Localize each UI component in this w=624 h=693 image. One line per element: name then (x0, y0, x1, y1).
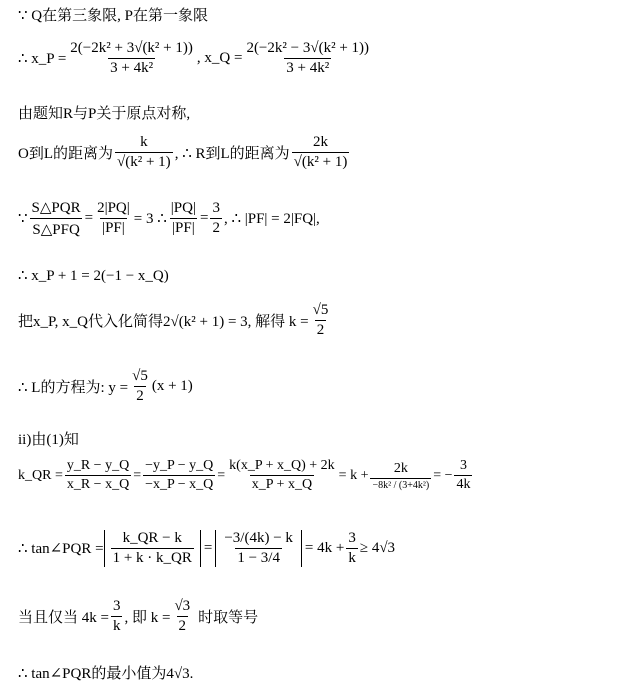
fraction-kQR-3 (227, 458, 337, 493)
absolute-value-2 (215, 530, 302, 567)
line-13 (18, 662, 193, 683)
fraction-area-ratio-denominator: S△PFQ (30, 218, 81, 239)
line-2 (18, 40, 373, 77)
fraction-distance-R-numerator: 2k (313, 134, 328, 150)
fraction-distance-O-denominator: √(k² + 1) (117, 154, 171, 170)
fraction-kQR-4-numerator: 2k (393, 460, 408, 476)
fraction-equality-1 (111, 598, 123, 635)
line-5 (18, 198, 320, 239)
absolute-value-1 (104, 530, 201, 567)
fraction-kQR-1-denominator: x_R − x_Q (66, 477, 130, 492)
fraction-PQ-PF-numerator: |PQ| (170, 200, 196, 216)
line-7-a: 把x_P, x_Q代入化简得2√(k² + 1) = 3, 解得 k = (18, 314, 309, 330)
line-10-c: = (217, 467, 226, 483)
fraction-kQR-4 (370, 461, 431, 491)
fraction-tan-3 (346, 530, 358, 567)
fraction-distance-R (292, 134, 350, 171)
fraction-tan-2 (222, 530, 295, 567)
fraction-three-halves-numerator: 3 (212, 200, 220, 216)
fraction-area-ratio (30, 198, 83, 239)
fraction-kQR-5-denominator: 4k (456, 477, 471, 492)
fraction-tan-2-numerator: −3/(4k) − k (224, 530, 293, 546)
fraction-kQR-5-numerator: 3 (459, 458, 467, 473)
fraction-tan-1-denominator: 1 + k · k_QR (112, 550, 192, 566)
line-10-a: k_QR = (18, 467, 63, 483)
line-5-b: = (84, 210, 94, 226)
fraction-tan-1-numerator: k_QR − k (122, 530, 182, 546)
fraction-2PQ-PF (95, 200, 132, 237)
fraction-k-value-numerator: √5 (312, 302, 329, 318)
line-10-d: = k + (338, 467, 369, 483)
line-12-b: , 即 k = (124, 610, 171, 626)
fraction-k-value (311, 302, 331, 339)
line-4-a: O到L的距离为 (18, 146, 113, 162)
line-12-a: 当且仅当 4k = (18, 610, 109, 626)
fraction-distance-O-numerator: k (140, 134, 148, 150)
line-6-text: ∴ x_P + 1 = 2(−1 − x_Q) (18, 268, 169, 284)
line-11 (18, 530, 395, 567)
line-8-a: ∴ L的方程为: y = (18, 380, 129, 396)
fraction-PQ-PF-denominator: |PF| (172, 220, 195, 236)
line-5-e: , ∴ |PF| = 2|FQ|, (223, 211, 320, 227)
fraction-three-halves (210, 200, 222, 237)
fraction-k-value-denominator: 2 (316, 322, 325, 338)
fraction-kQR-1-numerator: y_R − y_Q (66, 458, 130, 473)
fraction-slope-denominator: 2 (136, 388, 144, 404)
line-4 (18, 134, 351, 171)
fraction-kQR-3-denominator: x_P + x_Q (251, 477, 313, 492)
fraction-xP-numerator: 2(−2k² + 3√(k² + 1)) (70, 40, 193, 56)
line-11-d: ≥ 4√3 (359, 540, 396, 556)
fraction-kQR-2-numerator: −y_P − y_Q (145, 458, 214, 473)
line-10-b: = (133, 467, 142, 483)
fraction-tan-3-numerator: 3 (348, 530, 356, 546)
fraction-three-halves-denominator: 2 (212, 220, 220, 236)
line-12-c: 时取等号 (198, 610, 259, 626)
fraction-kQR-3-numerator: k(x_P + x_Q) + 2k (229, 458, 335, 473)
line-11-a: ∴ tan∠PQR = (18, 541, 104, 557)
fraction-distance-R-denominator: √(k² + 1) (293, 154, 348, 170)
fraction-kQR-1 (65, 458, 131, 493)
fraction-distance-O (115, 134, 173, 171)
fraction-tan-2-denominator: 1 − 3/4 (237, 550, 280, 566)
fraction-slope-numerator: √5 (132, 368, 148, 384)
fraction-kQR-4-denominator: −8k² / (3+4k²) (372, 479, 430, 491)
line-11-b: = (203, 540, 213, 556)
fraction-kQR-5 (454, 458, 472, 493)
line-8 (18, 368, 193, 405)
line-7 (18, 302, 332, 339)
line-9-text: ii)由(1)知 (18, 432, 79, 448)
line-9 (18, 428, 79, 449)
fraction-equality-1-numerator: 3 (112, 598, 121, 614)
fraction-xP-denominator: 3 + 4k² (110, 60, 154, 76)
line-4-b: , ∴ R到L的距离为 (174, 146, 290, 162)
fraction-xQ (244, 40, 371, 77)
fraction-slope (130, 368, 150, 405)
fraction-equality-2 (172, 598, 192, 635)
line-2-prefix: ∴ x_P = (18, 51, 67, 67)
fraction-area-ratio-numerator: S△PQR (31, 200, 81, 216)
line-13-text: ∴ tan∠PQR的最小值为4√3. (18, 666, 194, 682)
fraction-2PQ-PF-denominator: |PF| (102, 220, 125, 236)
line-8-b: (x + 1) (151, 378, 193, 394)
fraction-equality-2-numerator: √3 (174, 598, 191, 614)
line-3 (18, 102, 190, 123)
line-3-text: 由题知R与P关于原点对称, (18, 106, 191, 122)
line-1 (18, 4, 208, 25)
line-5-d: = (199, 210, 209, 226)
fraction-kQR-2 (143, 458, 215, 493)
fraction-equality-2-denominator: 2 (178, 618, 187, 634)
fraction-xP (68, 40, 195, 77)
line-5-c: = 3 ∴ (133, 211, 167, 227)
fraction-xQ-denominator: 3 + 4k² (286, 60, 330, 76)
line-10-e: = − (433, 467, 453, 483)
fraction-kQR-2-denominator: −x_P − x_Q (145, 477, 214, 492)
fraction-2PQ-PF-numerator: 2|PQ| (97, 200, 130, 216)
fraction-tan-1 (111, 530, 194, 567)
line-1-text: ∵ Q在第三象限, P在第一象限 (18, 8, 208, 24)
line-11-c: = 4k + (304, 540, 345, 556)
fraction-equality-1-denominator: k (112, 618, 121, 634)
line-6 (18, 266, 169, 285)
line-5-a: ∵ (18, 211, 28, 227)
fraction-PQ-PF (169, 200, 198, 237)
line-10 (18, 458, 474, 493)
line-2-sep: , x_Q = (196, 50, 243, 66)
line-12 (18, 598, 258, 635)
fraction-xQ-numerator: 2(−2k² − 3√(k² + 1)) (246, 40, 370, 56)
fraction-tan-3-denominator: k (348, 550, 356, 566)
